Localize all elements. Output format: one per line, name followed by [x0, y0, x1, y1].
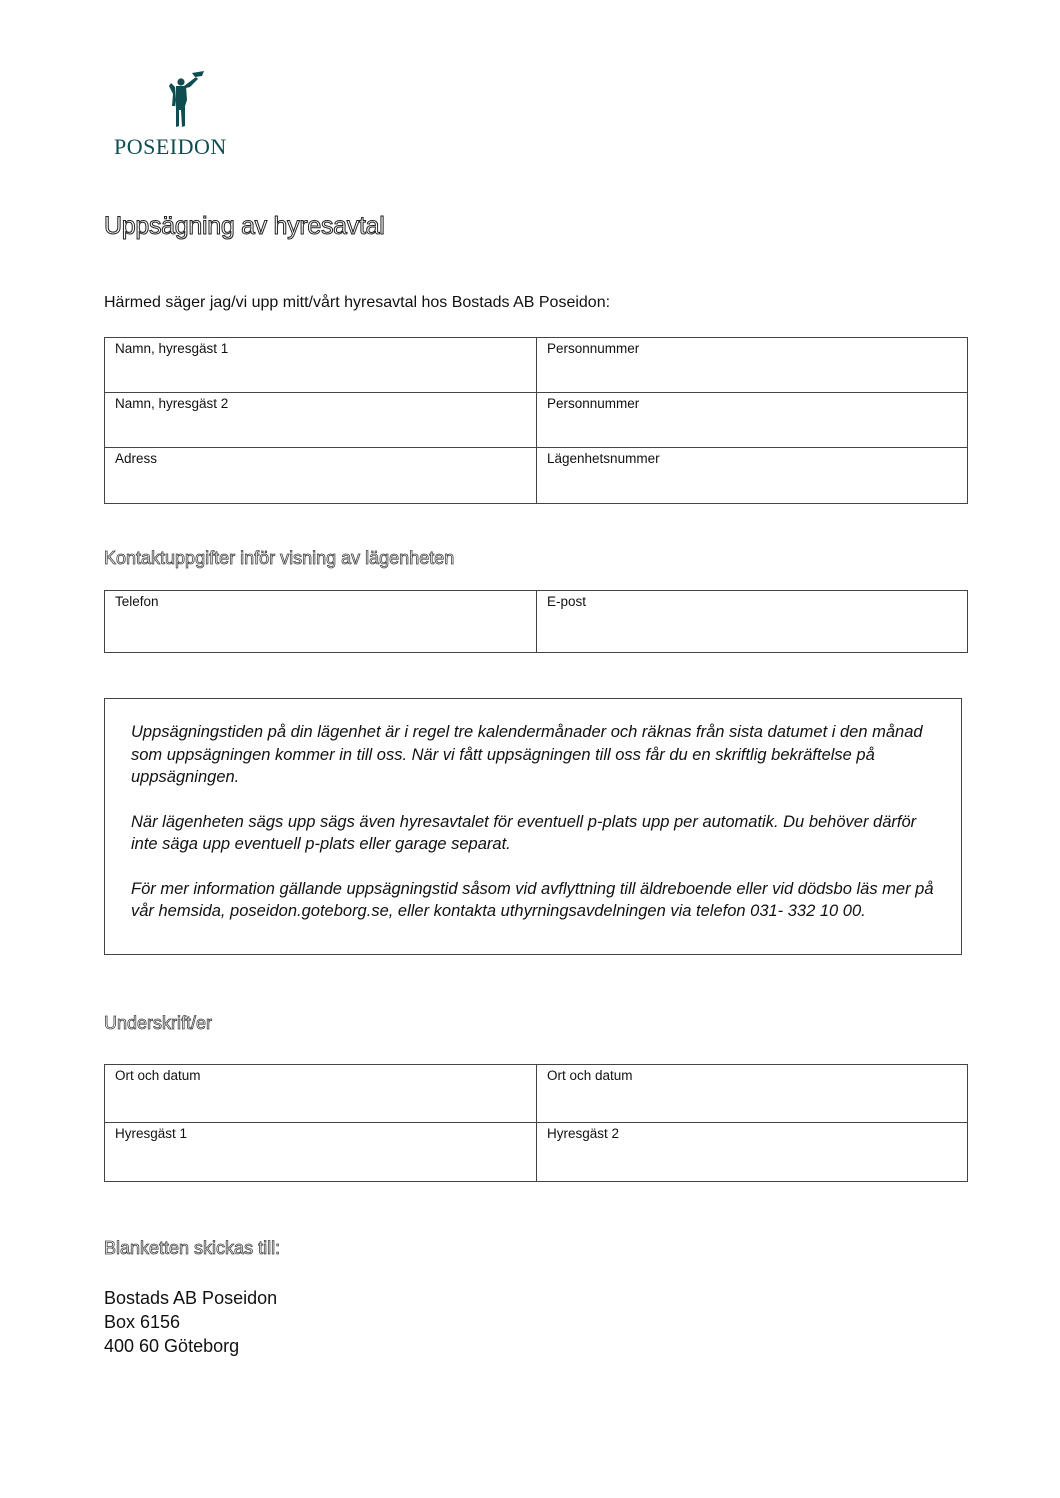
- signatures-table: [104, 1064, 968, 1182]
- place-date-1-field[interactable]: Ort och datum: [105, 1065, 537, 1123]
- mail-to-heading: Blanketten skickas till:: [104, 1238, 281, 1258]
- personnummer-1-field[interactable]: Personnummer: [537, 338, 968, 393]
- address-line: 400 60 Göteborg: [104, 1336, 240, 1356]
- brand-name: POSEIDON: [114, 134, 227, 159]
- info-paragraph: När lägenheten sägs upp sägs även hyresavtalet för eventuell p-plats upp per automatik. Du behöver därför inte säga upp eventuell p-plats eller garage separat.: [131, 812, 917, 853]
- table-row: [105, 338, 968, 393]
- contact-heading: Kontaktuppgifter inför visning av lägenheten: [104, 548, 455, 568]
- place-date-2-field[interactable]: Ort och datum: [537, 1065, 968, 1123]
- poseidon-figure-icon: [160, 70, 206, 130]
- table-row: [105, 393, 968, 448]
- name-tenant-2-field[interactable]: Namn, hyresgäst 2: [105, 393, 537, 448]
- table-row: [105, 1065, 968, 1123]
- contact-table: [104, 590, 968, 653]
- address-line: Bostads AB Poseidon: [104, 1288, 278, 1308]
- poseidon-logo: [108, 62, 248, 162]
- apartment-number-field[interactable]: Lägenhetsnummer: [537, 448, 968, 504]
- table-row: [105, 1123, 968, 1182]
- personnummer-2-field[interactable]: Personnummer: [537, 393, 968, 448]
- page-title: Uppsägning av hyresavtal: [104, 212, 385, 240]
- address-field[interactable]: Adress: [105, 448, 537, 504]
- tenant-table: [104, 337, 968, 504]
- name-tenant-1-field[interactable]: Namn, hyresgäst 1: [105, 338, 537, 393]
- phone-field[interactable]: Telefon: [105, 591, 537, 653]
- email-field[interactable]: E-post: [537, 591, 968, 653]
- info-paragraph: Uppsägningstiden på din lägenhet är i regel tre kalendermånader och räknas från sista datumet i den månad som uppsägningen kommer in till oss. När vi fått uppsägningen till oss får du en skriftlig bekräftelse på uppsägningen.: [131, 723, 923, 786]
- table-row: [105, 448, 968, 504]
- intro-text: Härmed säger jag/vi upp mitt/vårt hyresavtal hos Bostads AB Poseidon:: [104, 294, 611, 311]
- table-row: [105, 591, 968, 653]
- info-paragraph: För mer information gällande uppsägningstid såsom vid avflyttning till äldreboende eller vid dödsbo läs mer på vår hemsida, poseidon.goteborg.se, eller kontakta uthyrningsavdelningen via telefon 031- 332 10 00.: [131, 879, 934, 920]
- signatures-heading: Underskrift/er: [104, 1013, 213, 1033]
- info-box: [104, 698, 962, 955]
- mailing-address: [104, 1286, 277, 1358]
- signature-tenant-2-field[interactable]: Hyresgäst 2: [537, 1123, 968, 1182]
- signature-tenant-1-field[interactable]: Hyresgäst 1: [105, 1123, 537, 1182]
- address-line: Box 6156: [104, 1312, 181, 1332]
